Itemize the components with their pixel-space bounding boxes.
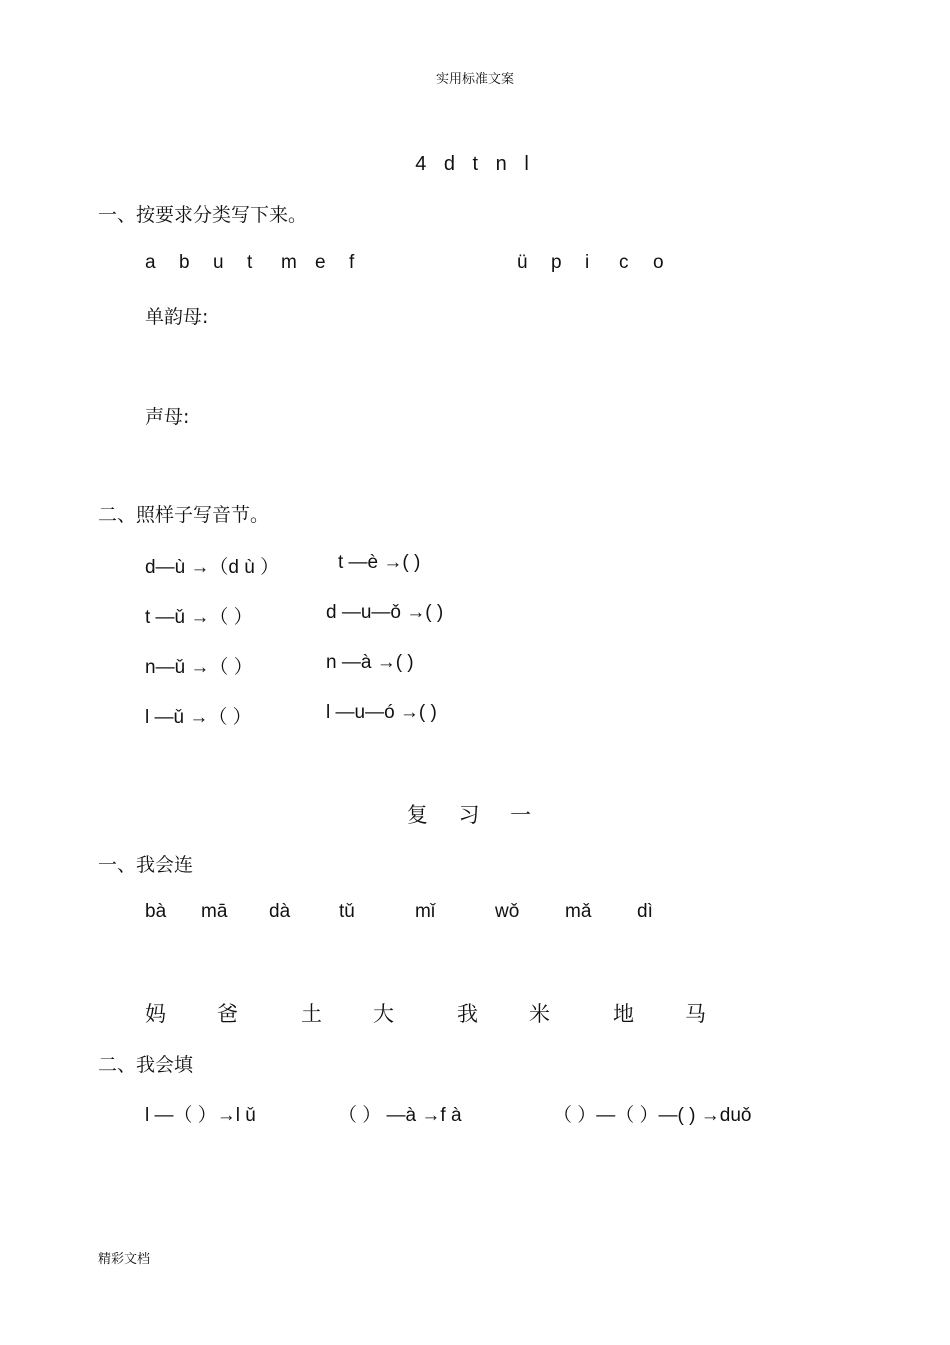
letter: m [281,252,297,273]
letter: e [315,252,326,273]
syllable-row-2-right: d —u—ǒ →( ) [326,602,444,623]
pinyin-item: mǎ [565,901,592,922]
syllable-row-4-right: l —u—ó →( ) [326,702,437,723]
pinyin-item: wǒ [495,901,520,922]
part2-heading: 二、照样子写音节。 [98,504,270,526]
letters-group2 [517,252,687,274]
review1-heading: 一、我会连 [98,854,194,876]
letters-group1 [145,252,383,274]
syllable-row-2-left: t —ǔ →（ ） [145,607,253,628]
fill-item-3: （ ）—（ ）—( ) →duǒ [553,1105,752,1126]
letter: a [145,252,156,273]
letter: c [619,252,629,273]
page-header: 实用标准文案 [435,72,514,87]
char-item: 土 [301,1002,322,1026]
letter: u [213,252,224,273]
fill-item-1: l —（ ）→l ǔ [145,1105,256,1126]
pinyin-item: dà [269,901,291,922]
char-item: 大 [373,1002,394,1026]
syllable-row-1-right: t —è →( ) [338,552,421,573]
syllable-row-3-left: n—ǔ →（ ） [145,657,253,678]
syllable-row-1-left: d—ù →（d ù ） [145,557,280,578]
letter: o [653,252,664,273]
lesson-title: 4 d t n l [415,153,535,175]
review-title: 复 习 一 [406,803,544,827]
pinyin-item: mǐ [415,901,436,922]
review2-heading: 二、我会填 [98,1054,194,1076]
fill-item-2: （ ） —à →f à [338,1105,462,1126]
initials-label: 声母: [145,406,190,428]
letter: ü [517,252,528,273]
char-item: 爸 [217,1002,238,1026]
letter: b [179,252,190,273]
pinyin-item: tǔ [339,901,355,922]
letter: f [349,252,355,273]
pinyin-item: mā [201,901,228,922]
pinyin-item: bà [145,901,167,922]
syllable-row-4-left: l —ǔ →（ ） [145,707,252,728]
char-item: 地 [613,1002,634,1026]
page-footer: 精彩文档 [98,1252,151,1267]
pinyin-row [145,901,677,923]
letter: i [585,252,590,273]
letter: p [551,252,562,273]
pinyin-item: dì [637,901,653,922]
char-item: 马 [685,1002,706,1026]
part1-heading: 一、按要求分类写下来。 [98,204,308,226]
letter: t [247,252,253,273]
syllable-row-3-right: n —à →( ) [326,652,414,673]
char-item: 米 [529,1002,550,1026]
characters-row [0,998,950,1028]
finals-label: 单韵母: [145,306,209,328]
char-item: 妈 [145,1002,166,1026]
char-item: 我 [457,1002,478,1026]
